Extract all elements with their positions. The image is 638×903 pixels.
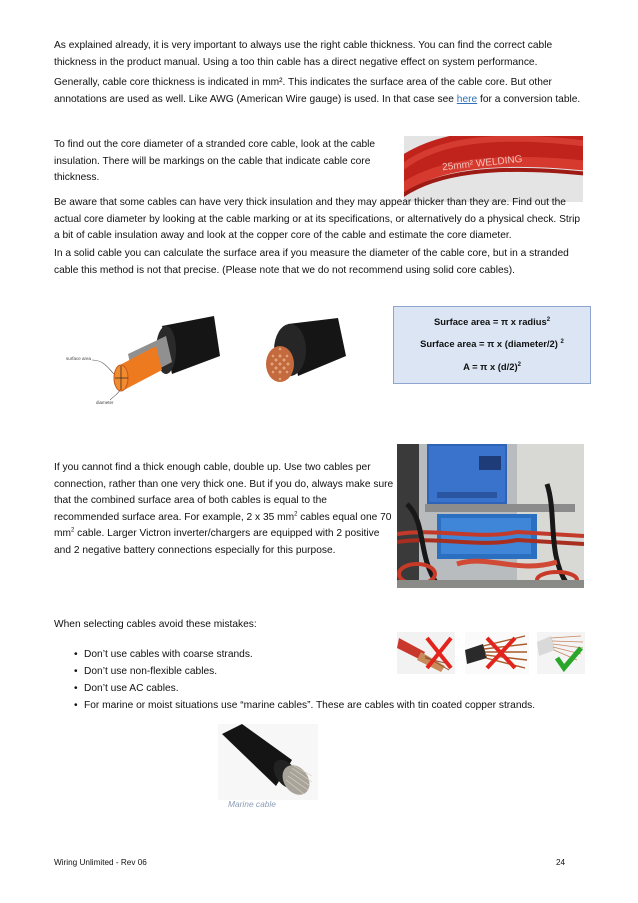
cable-marking-text: 25mm² WELDING: [441, 153, 523, 174]
non-flexible-cable-photo: [465, 632, 529, 674]
footer-page-number: 24: [556, 858, 566, 867]
inverter-installation-photo: [397, 444, 584, 588]
list-item: • Don’t use cables with coarse strands.: [54, 646, 535, 663]
list-item: • For marine or moist situations use “marine cables”. These are cables with tin coated copper strands.: [54, 697, 535, 714]
surface-area-formula-box: [393, 306, 591, 384]
formula-line-3: A = π x $(d/2)^2$: [463, 361, 521, 372]
paragraph-avoid-mistakes: When selecting cables avoid these mistakes:: [54, 619, 257, 630]
paragraph-text: Generally, cable core thickness is indicated in mm². This indicates the surface area of the cable core. But other annotations are used as well. Like AWG (American Wire gauge) is used. In that case see: [54, 77, 552, 105]
paragraph-solid-cable: In a solid cable you can calculate the surface area if you measure the diameter of the cable core, but in a stranded cable this method is not that precise. (Please note that we do not recommend using solid core cables).: [54, 248, 569, 276]
marine-cable-photo: [218, 724, 318, 800]
paragraph-core-thickness: [54, 75, 584, 108]
paragraph-thick-insulation: Be aware that some cables can have very thick insulation and they may appear thicker than they are. Find out the actual core diameter by looking at the cable marking or at its specifications, or alternatively do a physical check. Strip a bit of cable insulation away and look at the copper core of the cable and estimate the core diameter.: [54, 197, 581, 242]
surface-area-label: surface area: [66, 356, 92, 361]
cable-cross-section-diagram: [62, 316, 222, 408]
marine-cable-caption: Marine cable: [228, 799, 276, 809]
flexible-cable-photo: [537, 632, 585, 674]
formula-line-1: Surface area = π x radius$^2$: [433, 316, 551, 327]
footer-document-title: Wiring Unlimited - Rev 06: [54, 858, 147, 867]
formula-line-2: Surface area = π x (diameter/2) $^2$: [420, 338, 564, 349]
coarse-strand-cable-photo: [397, 632, 455, 674]
stranded-cable-diagram: [258, 318, 348, 390]
diameter-label: diameter: [96, 400, 114, 405]
paragraph-double-up: If you cannot find a thick enough cable, double up. Use two cables per connection, rather than one very thick one. But if you do, always make sure that the combined surface area of both cables is equal to the recommended surface area. For example, 2 x 35 $mm^2$ cables equal one 70 $mm^2$ cable. Larger Victron inverter/chargers are equipped with 2 positive and 2 negative battery connections especially for this purpose.: [54, 462, 394, 556]
conversion-table-link[interactable]: here: [456, 93, 478, 105]
paragraph-insulation-markings: To find out the core diameter of a stranded core cable, look at the cable insulation. There will be markings on the cable that indicate cable core thickness.: [54, 139, 376, 184]
list-item: • Don’t use AC cables.: [54, 680, 535, 697]
list-item: • Don’t use non-flexible cables.: [54, 663, 535, 680]
red-cable-photo: [404, 136, 583, 202]
paragraph-cable-thickness: As explained already, it is very important to always use the right cable thickness. You can find the correct cable thickness in the product manual. Using a too thin cable has a direct negative effect on system performance.: [54, 40, 553, 68]
paragraph-text: for a conversion table.: [477, 93, 581, 105]
mistakes-list: [54, 646, 535, 714]
